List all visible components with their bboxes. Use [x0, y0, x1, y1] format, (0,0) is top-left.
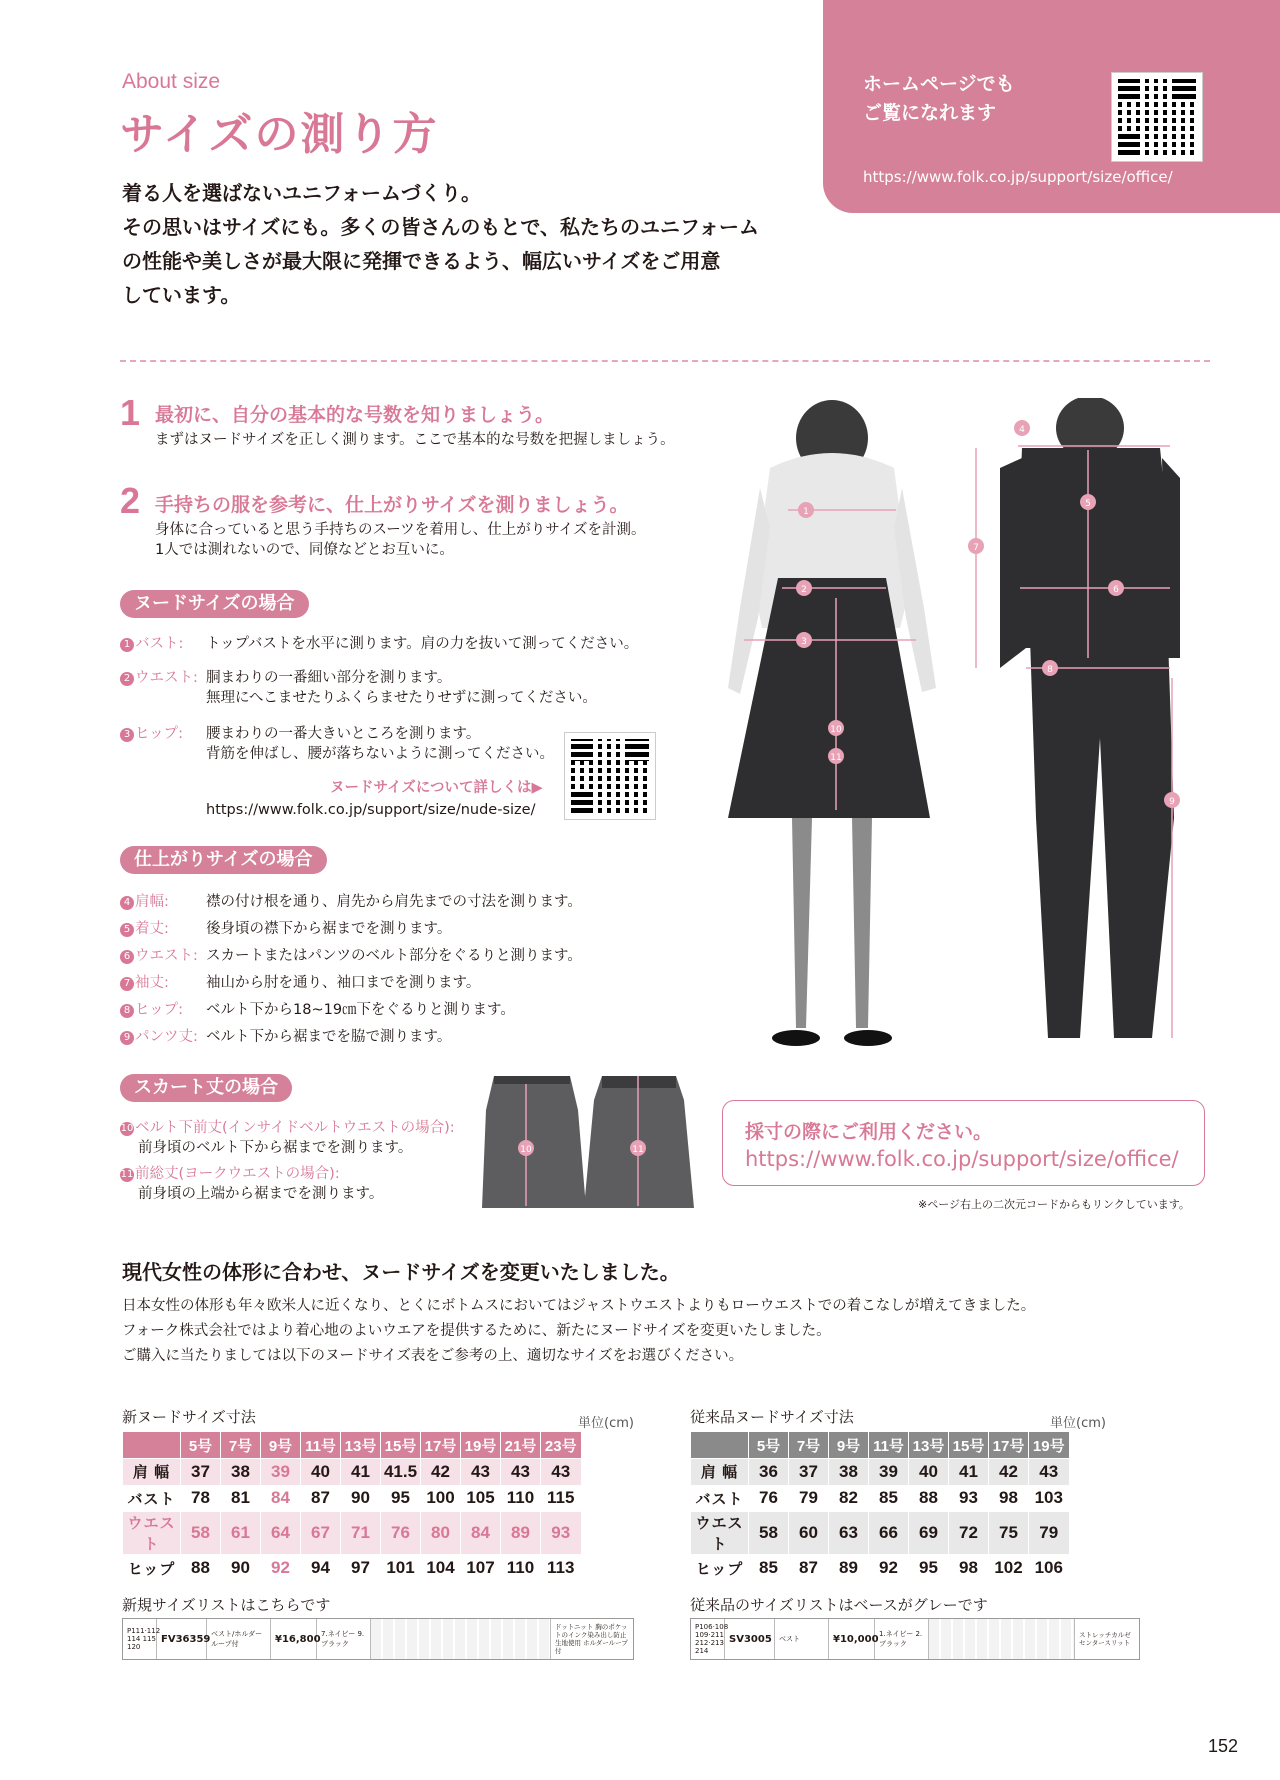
table-cell: 104: [421, 1555, 461, 1582]
step1-heading: 最初に、自分の基本的な号数を知りましょう。: [155, 404, 555, 426]
header-cell: 17号: [989, 1432, 1029, 1459]
table-cell: 110: [501, 1555, 541, 1582]
homepage-panel: [823, 0, 1280, 213]
table-cell: 67: [301, 1512, 341, 1555]
table-cell: 61: [221, 1512, 261, 1555]
back-model-figure: [968, 398, 1180, 1038]
table-cell: 95: [381, 1485, 421, 1512]
measure-link-box[interactable]: [722, 1100, 1205, 1186]
section-kicker: About size: [122, 70, 221, 93]
nude-item-text: トップバストを水平に測ります。肩の力を抜いて測ってください。: [206, 636, 639, 652]
nude-item: 1 バスト:: [120, 634, 183, 654]
table-cell: 84: [261, 1485, 301, 1512]
table-cell: 95: [909, 1555, 949, 1582]
figure-label: 6: [1113, 585, 1119, 595]
table-cell: 94: [301, 1555, 341, 1582]
row-label: ウエスト: [123, 1512, 181, 1555]
section-body: 日本女性の体形も年々欧米人に近くなり、とくにボトムスにおいてはジャストウエストよりもローウエストでの着こなしが増えてきました。 フォーク株式会社ではより着心地のよいウエアを提供するために、新たにヌードサイズを変更いたしました。 ご購入に当たりましては以下のヌードサイズ表をご参考の上、適切なサイズをお選びください。: [122, 1298, 1036, 1364]
table-cell: 37: [181, 1459, 221, 1486]
new-table-caption: 新ヌードサイズ寸法: [122, 1408, 256, 1426]
front-model-figure: [728, 400, 936, 1046]
header-cell: 23号: [541, 1432, 581, 1459]
table-cell: 81: [221, 1485, 261, 1512]
figure-label: 11: [830, 753, 842, 763]
row-label: バスト: [123, 1485, 181, 1512]
dashed-divider: [120, 360, 1210, 362]
step1-number: 1: [120, 392, 141, 433]
table-cell: 98: [989, 1485, 1029, 1512]
table-cell: 90: [341, 1485, 381, 1512]
table-cell: 41: [949, 1459, 989, 1486]
old-size-list-band: P106·108 109·211 212·213 214 SV3005 ベスト ¥10,000 1.ネイビー 2.ブラック ストレッチカルゼ センタースリット: [690, 1618, 1140, 1660]
header-cell: 5号: [749, 1432, 789, 1459]
table-cell: 101: [381, 1555, 421, 1582]
header-cell: 21号: [501, 1432, 541, 1459]
new-list-caption: 新規サイズリストはこちらです: [122, 1596, 331, 1614]
figure-label: 4: [1019, 425, 1025, 435]
header-cell: [691, 1432, 749, 1459]
old-size-table: [690, 1432, 1069, 1581]
header-cell: 11号: [869, 1432, 909, 1459]
header-cell: 9号: [261, 1432, 301, 1459]
new-size-list-band: P111·112 114 115 120 FV36359 ベスト/ホルダーループ付 ¥16,800 7.ネイビー 9.ブラック ドットニット 胸のポケットのインク染み出し防止生地使用 ホルダーループ付: [122, 1618, 634, 1660]
old-table-caption: 従来品ヌードサイズ寸法: [690, 1408, 854, 1426]
figure-label: 2: [801, 585, 807, 595]
table-cell: 92: [261, 1555, 301, 1582]
step2-heading: 手持ちの服を参考に、仕上がりサイズを測りましょう。: [155, 494, 629, 516]
table-cell: 87: [301, 1485, 341, 1512]
table-cell: 66: [869, 1512, 909, 1555]
table-cell: 39: [261, 1459, 301, 1486]
row-label: ウエスト: [691, 1512, 749, 1555]
table-cell: 41: [341, 1459, 381, 1486]
finish-texts: 襟の付け根を通り、肩先から肩先までの寸法を測ります。 後身頃の襟下から裾までを測ります。 スカートまたはパンツのベルト部分をぐるりと測ります。 袖山から肘を通り、袖口までを測ります。 ベルト下から18~19㎝下をぐるりと測ります。 ベルト下から裾までを脇で測ります。: [206, 894, 582, 1045]
figure-label: 11: [632, 1145, 644, 1155]
table-row: [123, 1459, 581, 1486]
table-cell: 88: [909, 1485, 949, 1512]
table-cell: 69: [909, 1512, 949, 1555]
measure-link-heading: 採寸の際にご利用ください。: [745, 1121, 993, 1143]
nude-size-pill: ヌードサイズの場合: [120, 590, 309, 618]
table-cell: 42: [421, 1459, 461, 1486]
table-cell: 113: [541, 1555, 581, 1582]
table-cell: 43: [541, 1459, 581, 1486]
table-cell: 76: [381, 1512, 421, 1555]
table-cell: 40: [909, 1459, 949, 1486]
homepage-line2: ご覧になれます: [863, 102, 997, 124]
figure-label: 5: [1085, 499, 1091, 509]
table-row: [691, 1555, 1069, 1582]
figure-label: 9: [1169, 797, 1175, 807]
table-cell: 87: [789, 1555, 829, 1582]
header-cell: [123, 1432, 181, 1459]
old-list-caption: 従来品のサイズリストはベースがグレーです: [690, 1596, 988, 1614]
new-size-table: [122, 1432, 581, 1581]
qr-code-icon[interactable]: [564, 732, 656, 820]
homepage-url[interactable]: https://www.folk.co.jp/support/size/office/: [863, 168, 1173, 186]
table-cell: 85: [749, 1555, 789, 1582]
nude-item-text: 胴まわりの一番細い部分を測ります。 無理にへこませたりふくらませたりせずに測ってください。: [206, 670, 597, 706]
table-cell: 43: [1029, 1459, 1069, 1486]
table-row: [123, 1555, 581, 1582]
table-cell: 72: [949, 1512, 989, 1555]
section-heading: 現代女性の体形に合わせ、ヌードサイズを変更いたしました。: [122, 1260, 680, 1284]
old-table-unit: 単位(cm): [1050, 1416, 1106, 1431]
table-row: [691, 1512, 1069, 1555]
intro-text: 着る人を選ばないユニフォームづくり。 その思いはサイズにも。多くの皆さんのもとで、私たちのユニフォーム の性能や美しさが最大限に発揮できるよう、幅広いサイズをご用意 しています。: [122, 181, 759, 307]
table-cell: 41.5: [381, 1459, 421, 1486]
table-cell: 107: [461, 1555, 501, 1582]
figure-label: 10: [520, 1145, 532, 1155]
nude-item: 3 ヒップ:: [120, 724, 183, 744]
table-cell: 63: [829, 1512, 869, 1555]
new-table-unit: 単位(cm): [578, 1416, 634, 1431]
table-cell: 43: [501, 1459, 541, 1486]
header-cell: 17号: [421, 1432, 461, 1459]
table-cell: 92: [869, 1555, 909, 1582]
table-row: [691, 1459, 1069, 1486]
table-cell: 93: [541, 1512, 581, 1555]
tight-skirt-illustration: [482, 1076, 586, 1208]
table-cell: 93: [949, 1485, 989, 1512]
qr-code-icon[interactable]: [1111, 72, 1203, 162]
table-cell: 58: [749, 1512, 789, 1555]
nude-more-link[interactable]: ヌードサイズについて詳しくは▶: [330, 780, 543, 796]
model-photos: [700, 398, 1180, 1066]
figure-label: 7: [973, 543, 979, 553]
header-cell: 13号: [341, 1432, 381, 1459]
table-cell: 79: [789, 1485, 829, 1512]
row-label: ヒップ: [691, 1555, 749, 1582]
measure-link-url[interactable]: https://www.folk.co.jp/support/size/office/: [745, 1147, 1179, 1171]
table-cell: 82: [829, 1485, 869, 1512]
table-cell: 37: [789, 1459, 829, 1486]
finish-size-pill: 仕上がりサイズの場合: [120, 846, 327, 874]
table-cell: 64: [261, 1512, 301, 1555]
table-cell: 43: [461, 1459, 501, 1486]
nude-url[interactable]: https://www.folk.co.jp/support/size/nude-size/: [206, 802, 536, 818]
table-cell: 76: [749, 1485, 789, 1512]
header-cell: 15号: [381, 1432, 421, 1459]
table-cell: 102: [989, 1555, 1029, 1582]
header-cell: 19号: [461, 1432, 501, 1459]
header-cell: 7号: [789, 1432, 829, 1459]
table-row: [123, 1512, 581, 1555]
step2-number: 2: [120, 480, 141, 521]
table-cell: 90: [221, 1555, 261, 1582]
table-cell: 75: [989, 1512, 1029, 1555]
row-label: バスト: [691, 1485, 749, 1512]
table-cell: 84: [461, 1512, 501, 1555]
table-cell: 89: [501, 1512, 541, 1555]
skirt-item: 10 ベルト下前丈(インサイドベルトウエストの場合): 前身頃のベルト下から裾までを測ります。 11 前総丈(ヨークウエストの場合): 前身頃の上端から裾までを測ります。: [120, 1120, 455, 1202]
row-label: 肩 幅: [691, 1459, 749, 1486]
table-cell: 110: [501, 1485, 541, 1512]
table-cell: 80: [421, 1512, 461, 1555]
table-cell: 105: [461, 1485, 501, 1512]
table-cell: 58: [181, 1512, 221, 1555]
table-row: [123, 1485, 581, 1512]
table-cell: 38: [829, 1459, 869, 1486]
table-cell: 78: [181, 1485, 221, 1512]
nude-item-text: 腰まわりの一番大きいところを測ります。 背筋を伸ばし、腰が落ちないように測ってください。: [206, 726, 554, 762]
figure-label: 3: [801, 637, 807, 647]
finish-list: 4 肩幅: 5 着丈: 6 ウエスト: 7 袖丈: 8 ヒップ: 9 パンツ丈:: [120, 892, 198, 1054]
step2-text: 身体に合っていると思う手持ちのスーツを着用し、仕上がりサイズを計測。 1人では測れないので、同僚などとお互いに。: [155, 522, 646, 558]
figure-label: 8: [1047, 665, 1053, 675]
row-label: ヒップ: [123, 1555, 181, 1582]
header-cell: 15号: [949, 1432, 989, 1459]
table-cell: 88: [181, 1555, 221, 1582]
table-cell: 38: [221, 1459, 261, 1486]
table-cell: 39: [869, 1459, 909, 1486]
header-cell: 7号: [221, 1432, 261, 1459]
qr-note: ※ページ右上の二次元コードからもリンクしています。: [918, 1198, 1190, 1211]
table-cell: 79: [1029, 1512, 1069, 1555]
flared-skirt-illustration: [584, 1076, 694, 1208]
skirt-length-pill: スカート丈の場合: [120, 1074, 292, 1102]
table-row: [691, 1485, 1069, 1512]
figure-label: 10: [830, 725, 842, 735]
table-cell: 71: [341, 1512, 381, 1555]
table-cell: 60: [789, 1512, 829, 1555]
table-cell: 100: [421, 1485, 461, 1512]
table-cell: 89: [829, 1555, 869, 1582]
skirt-illustrations: [478, 1070, 698, 1216]
row-label: 肩 幅: [123, 1459, 181, 1486]
figure-label: 1: [803, 507, 809, 517]
header-cell: 13号: [909, 1432, 949, 1459]
table-cell: 40: [301, 1459, 341, 1486]
table-cell: 85: [869, 1485, 909, 1512]
table-cell: 42: [989, 1459, 1029, 1486]
header-cell: 19号: [1029, 1432, 1069, 1459]
homepage-line1: ホームページでも: [863, 73, 1015, 95]
table-cell: 115: [541, 1485, 581, 1512]
table-cell: 98: [949, 1555, 989, 1582]
header-cell: 11号: [301, 1432, 341, 1459]
table-cell: 97: [341, 1555, 381, 1582]
header-cell: 9号: [829, 1432, 869, 1459]
page-title: サイズの測り方: [120, 109, 439, 160]
header-cell: 5号: [181, 1432, 221, 1459]
table-cell: 103: [1029, 1485, 1069, 1512]
page-number: 152: [1207, 1736, 1238, 1756]
table-cell: 106: [1029, 1555, 1069, 1582]
nude-item: 2 ウエスト:: [120, 668, 198, 688]
step1-text: まずはヌードサイズを正しく測ります。ここで基本的な号数を把握しましょう。: [155, 432, 675, 448]
table-cell: 36: [749, 1459, 789, 1486]
